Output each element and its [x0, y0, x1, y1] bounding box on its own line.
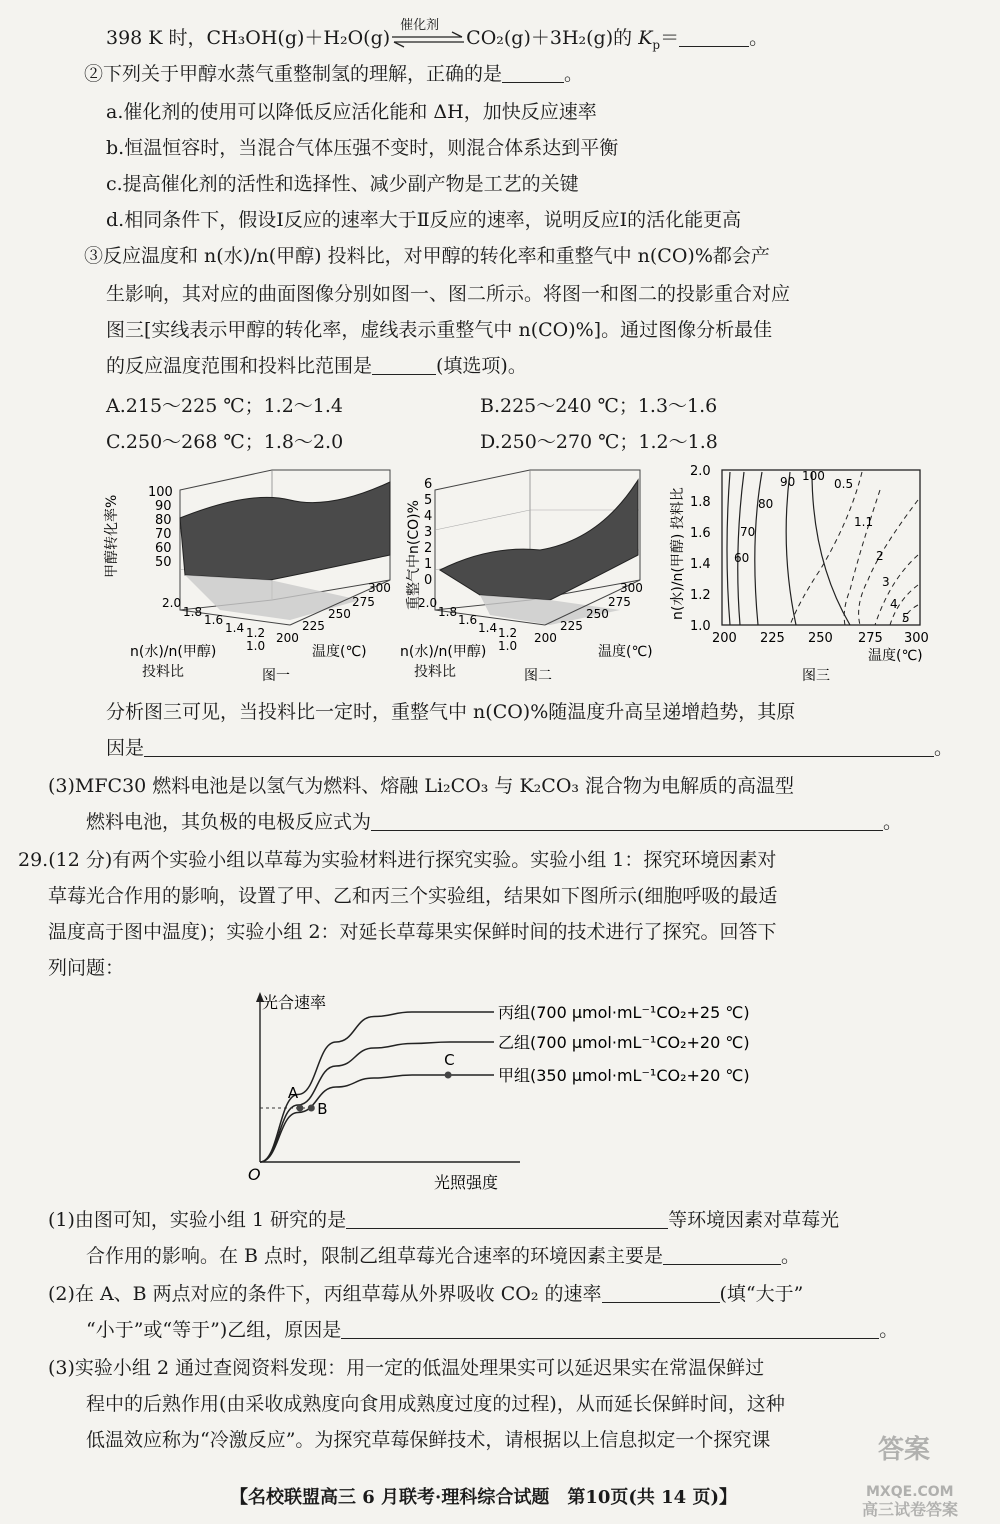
answer-blank-q29-2a[interactable] [602, 1282, 720, 1303]
fig2-ratio-tick: 1.8 [438, 605, 458, 619]
analysis-line-2: 因是 。 [106, 737, 954, 759]
fig1-z-tick: 70 [155, 527, 172, 542]
option-a: a.催化剂的使用可以降低反应活化能和 ΔH，加快反应速率 [106, 101, 597, 123]
fig1-z-label: 甲醇转化率% [104, 494, 120, 578]
q28-3-fuelcell-line-1: (3)MFC30 燃料电池是以氢气为燃料、熔融 Li₂CO₃ 与 K₂CO₃ 混合物为电解质的高温型 [48, 775, 795, 797]
kp-question-line [106, 18, 769, 59]
fig3-dashed-label: 5 [902, 611, 910, 625]
q29-line-1: 29.(12 分)有两个实验小组以草莓为实验材料进行探究实验。实验小组 1：探究环境因素对 [18, 849, 777, 871]
option-b: b.恒温恒容时，当混合气体压强不变时，则混合体系达到平衡 [106, 137, 619, 159]
q28-2-text: ②下列关于甲醇水蒸气重整制氢的理解，正确的是 [84, 63, 503, 85]
fig3-y-label: n(水)/n(甲醇) 投料比 [670, 487, 686, 620]
page-footer: 【名校联盟高三 6 月联考·理科综合试题 第10页(共 14 页)】 [230, 1487, 737, 1508]
q28-3-text: 的反应温度范围和投料比范围是 [106, 355, 373, 377]
point-A [296, 1105, 303, 1112]
fig2-z-tick: 3 [424, 525, 433, 540]
fig1-ratio-tick: 1.0 [246, 639, 266, 653]
analysis-because: 因是 [106, 737, 145, 759]
figures-row [90, 460, 960, 695]
watermark-domain: MXQE.COM [866, 1484, 954, 1500]
fig2-z-tick: 2 [424, 541, 433, 556]
point-label-A: A [287, 1084, 299, 1102]
fig3-y-tick: 1.4 [690, 557, 711, 572]
fig3-caption: 图三 [802, 668, 830, 684]
answer-blank-q29-1b[interactable] [663, 1244, 781, 1265]
fig1-ratio-label-2: 投料比 [142, 664, 184, 680]
q28-3-line-2: 生影响，其对应的曲面图像分别如图一、图二所示。将图一和图二的投影重合对应 [106, 283, 791, 305]
equals-sign: ＝ [660, 27, 680, 49]
answer-blank-kp[interactable] [679, 26, 749, 47]
answer-blank-electrode[interactable] [371, 810, 883, 831]
fig1-temp-tick: 200 [276, 631, 299, 645]
fig2-temp-tick: 225 [560, 619, 583, 633]
fig1-ratio-label: n(水)/n(甲醇) [130, 644, 217, 660]
q29-1-text-3: 合作用的影响。在 B 点时，限制乙组草莓光合速率的环境因素主要是 [86, 1245, 664, 1267]
q28-3-line-3: 图三[实线表示甲醇的转化率，虚线表示重整气中 n(CO)%]。通过图像分析最佳 [106, 319, 773, 341]
q28-3-fuelcell-line-2: 燃料电池，其负极的电极反应式为 。 [86, 811, 903, 833]
point-label-B: B [317, 1100, 328, 1118]
q29-2-hint: (填“大于” [719, 1283, 804, 1305]
fig1-ratio-tick: 1.2 [246, 626, 266, 640]
reversible-arrow [390, 18, 466, 50]
fig2-ratio-label: n(水)/n(甲醇) [400, 644, 487, 660]
fig3-x-tick: 275 [858, 631, 883, 646]
q29-1-line-1 [48, 1206, 839, 1234]
fig3-dashed-label: 1.1 [854, 515, 874, 529]
fig3-x-tick: 225 [760, 631, 785, 646]
q29-3-line-3: 低温效应称为“冷激反应”。为探究草莓保鲜技术，请根据以上信息拟定一个探究课 [86, 1429, 771, 1451]
point-B [308, 1105, 315, 1112]
figure-1 [104, 470, 391, 684]
fig3-x-tick: 200 [712, 631, 737, 646]
fig1-ratio-tick: 1.8 [183, 605, 203, 619]
fig3-contour-label: 80 [758, 497, 774, 511]
point-C [445, 1072, 452, 1079]
q29-line-2: 草莓光合作用的影响，设置了甲、乙和丙三个实验组，结果如下图所示(细胞呼吸的最适 [48, 885, 778, 907]
series-line-1 [260, 1042, 494, 1162]
answer-blank-q28-2[interactable] [502, 62, 564, 83]
fig2-temp-tick: 250 [586, 607, 609, 621]
option-d: d.相同条件下，假设Ⅰ反应的速率大于Ⅱ反应的速率，说明反应Ⅰ的活化能更高 [106, 209, 742, 231]
q29-2-text: (2)在 A、B 两点对应的条件下，丙组草莓从外界吸收 CO₂ 的速率 [48, 1283, 602, 1305]
fig1-ratio-tick: 1.6 [204, 613, 224, 627]
catalyst-label: 催化剂 [400, 18, 440, 33]
fig3-y-tick: 1.8 [690, 495, 711, 510]
fig2-z-tick: 0 [424, 573, 433, 588]
fig1-z-tick: 80 [155, 513, 172, 528]
fig2-ratio-tick: 1.2 [498, 626, 518, 640]
fig3-x-label: 温度(℃) [868, 648, 923, 664]
option-c: c.提高催化剂的活性和选择性、减少副产物是工艺的关键 [106, 173, 579, 195]
fig2-temp-tick: 275 [608, 595, 631, 609]
kp-subscript: p [652, 37, 661, 52]
fig3-x-tick: 250 [808, 631, 833, 646]
q28-3-line-4 [106, 352, 527, 380]
fuelcell-text: 燃料电池，其负极的电极反应式为 [86, 811, 372, 833]
choice-a: A.215～225 ℃；1.2～1.4 [106, 395, 344, 417]
fig1-z-tick: 100 [148, 485, 173, 500]
analysis-line-1: 分析图三可见，当投料比一定时，重整气中 n(CO)%随温度升高呈递增趋势，其原 [106, 701, 796, 723]
fig2-temp-tick: 200 [534, 631, 557, 645]
fig2-ratio-tick: 1.0 [498, 639, 518, 653]
q29-1-line-2: 合作用的影响。在 B 点时，限制乙组草莓光合速率的环境因素主要是 。 [86, 1245, 801, 1267]
fig3-dashed-label: 0.5 [834, 477, 854, 491]
fig2-temp-label: 温度(℃) [598, 644, 653, 660]
series-label-1: 乙组(700 μmol·mL⁻¹CO₂+20 ℃) [498, 1033, 750, 1052]
figure-2 [400, 470, 653, 684]
q29-2-line-1 [48, 1280, 803, 1308]
fig3-contour-label: 90 [780, 475, 796, 489]
fig1-temp-label: 温度(℃) [312, 644, 367, 660]
chart-xlabel: 光照强度 [434, 1173, 499, 1192]
series-label-2: 甲组(350 μmol·mL⁻¹CO₂+20 ℃) [498, 1066, 750, 1085]
q28-3-hint: (填选项)。 [436, 355, 527, 377]
answer-blank-q28-3[interactable] [372, 354, 436, 375]
photosynthesis-chart [240, 990, 800, 1200]
choice-c: C.250～268 ℃；1.8～2.0 [106, 431, 344, 453]
fig2-ratio-label-2: 投料比 [414, 664, 456, 680]
watermark-logo: 答案 [878, 1435, 931, 1465]
fig2-ratio-tick: 1.6 [458, 613, 478, 627]
fig2-z-tick: 6 [424, 477, 433, 492]
fig2-z-label: 重整气中n(CO)% [406, 500, 422, 610]
answer-blank-reason[interactable] [144, 736, 934, 757]
answer-blank-q29-1a[interactable] [346, 1208, 668, 1229]
fig2-z-tick: 4 [424, 509, 433, 524]
fig1-temp-tick: 300 [368, 581, 391, 595]
q29-line-3: 温度高于图中温度)；实验小组 2：对延长草莓果实保鲜时间的技术进行了探究。回答下 [48, 921, 777, 943]
series-label-0: 丙组(700 μmol·mL⁻¹CO₂+25 ℃) [498, 1003, 750, 1022]
point-label-C: C [444, 1051, 455, 1069]
period: 。 [749, 27, 769, 49]
q29-3-line-1: (3)实验小组 2 通过查阅资料发现：用一定的低温处理果实可以延迟果实在常温保鲜过 [48, 1357, 765, 1379]
kp-symbol: K [638, 27, 653, 49]
q29-1-text: (1)由图可知，实验小组 1 研究的是 [48, 1209, 347, 1231]
fig1-z-tick: 50 [155, 555, 172, 570]
fig1-temp-tick: 250 [328, 607, 351, 621]
fig2-temp-tick: 300 [620, 581, 643, 595]
q29-line-4: 列问题： [48, 957, 125, 979]
figure-3 [669, 464, 929, 684]
fig3-y-tick: 1.0 [690, 619, 711, 634]
fig2-ratio-tick: 1.4 [478, 621, 498, 635]
fig3-y-tick: 2.0 [690, 464, 711, 479]
answer-blank-q29-2b[interactable] [341, 1318, 879, 1339]
reaction-reactants: 398 K 时，CH₃OH(g)＋H₂O(g) [106, 27, 391, 49]
fig2-z-tick: 1 [424, 557, 433, 572]
fig2-caption: 图二 [524, 668, 552, 684]
fig1-caption: 图一 [262, 668, 290, 684]
fig2-ratio-tick: 2.0 [418, 596, 438, 610]
chart-origin: O [248, 1165, 261, 1184]
fig1-z-tick: 60 [155, 541, 172, 556]
q28-3-line-1: ③反应温度和 n(水)/n(甲醇) 投料比，对甲醇的转化率和重整气中 n(CO)%都会产 [84, 245, 770, 267]
q29-3-line-2: 程中的后熟作用(由采收成熟度向食用成熟度过度的过程)，从而延长保鲜时间，这种 [86, 1393, 785, 1415]
fig3-dashed-label: 2 [876, 549, 884, 563]
q29-2-line-2: “小于”或“等于”)乙组，原因是 。 [86, 1319, 899, 1341]
fig3-contour-label: 60 [734, 551, 750, 565]
fig1-ratio-tick: 1.4 [225, 621, 245, 635]
choice-b: B.225～240 ℃；1.3～1.6 [480, 395, 718, 417]
fig3-x-tick: 300 [904, 631, 929, 646]
fig3-contour-label: 70 [740, 525, 756, 539]
q29-1-text-2: 等环境因素对草莓光 [668, 1209, 840, 1231]
watermark-caption: 高三试卷答案 [862, 1500, 959, 1519]
fig3-contour-label: 100 [802, 469, 825, 483]
q29-2-text-2: “小于”或“等于”)乙组，原因是 [86, 1319, 342, 1341]
fig1-temp-tick: 275 [352, 595, 375, 609]
fig1-z-tick: 90 [155, 499, 172, 514]
fig3-dashed-label: 4 [890, 597, 898, 611]
q28-2-stem: ②下列关于甲醇水蒸气重整制氢的理解，正确的是 。 [84, 63, 584, 85]
choice-d: D.250～270 ℃；1.2～1.8 [480, 431, 718, 453]
series-layer [260, 1003, 750, 1162]
fig3-dashed-label: 3 [882, 575, 890, 589]
fig2-z-tick: 5 [424, 493, 433, 508]
fig3-y-tick: 1.2 [690, 588, 711, 603]
fig1-temp-tick: 225 [302, 619, 325, 633]
reaction-products: CO₂(g)＋3H₂(g)的 [466, 27, 639, 49]
fig1-ratio-tick: 2.0 [162, 596, 182, 610]
fig3-y-tick: 1.6 [690, 526, 711, 541]
chart-ylabel: 光合速率 [262, 993, 327, 1012]
